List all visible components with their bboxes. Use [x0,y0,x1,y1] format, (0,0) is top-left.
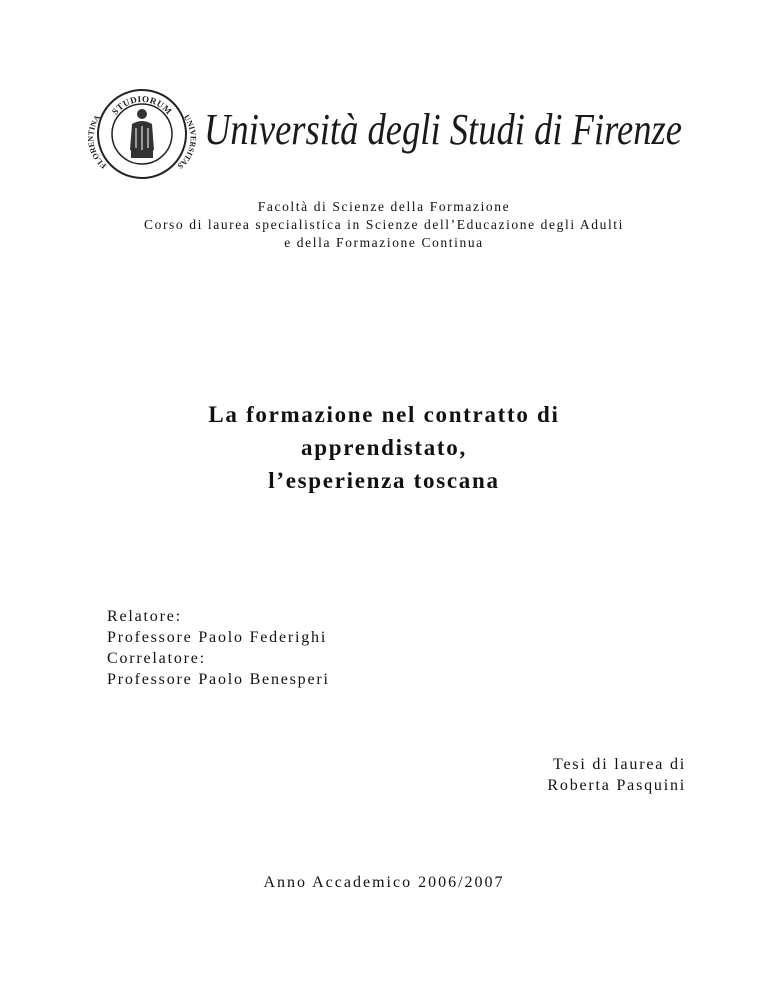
degree-course-line1: Corso di laurea specialistica in Scienze dell’Educazione degli Adulti [143,217,625,232]
degree-course-line2: e della Formazione Continua [284,235,484,250]
seal-text-left: FLORENTINA [86,113,109,171]
thesis-title-line2: apprendistato, [301,435,467,460]
university-header [86,84,682,180]
faculty-name: Facoltà di Scienze della Formazione [257,199,511,214]
thesis-title-line1: La formazione nel contratto di [208,402,560,427]
relatore-name: Professore Paolo Federighi [107,629,328,646]
university-seal-icon [86,84,198,180]
university-name: Università degli Studi di Firenze [204,105,682,154]
author-name: Roberta Pasquini [547,777,686,794]
author-block [547,754,686,796]
faculty-block [0,198,768,252]
correlatore-label: Correlatore: [107,650,206,667]
academic-year: Anno Accademico 2006/2007 [263,874,505,891]
supervisors-block [107,606,330,690]
seal-text-top: STUDIORUM [109,93,175,117]
svg-text:FLORENTINA [86,113,108,170]
svg-text:UNIVERSITAS [175,113,197,171]
seal-text-right: UNIVERSITAS [175,113,198,171]
relatore-label: Relatore: [107,608,182,625]
thesis-title-line3: l’esperienza toscana [268,468,500,493]
correlatore-name: Professore Paolo Benesperi [107,671,330,688]
thesis-title [0,398,768,497]
author-label: Tesi di laurea di [553,756,686,773]
university-logotype [204,94,682,166]
